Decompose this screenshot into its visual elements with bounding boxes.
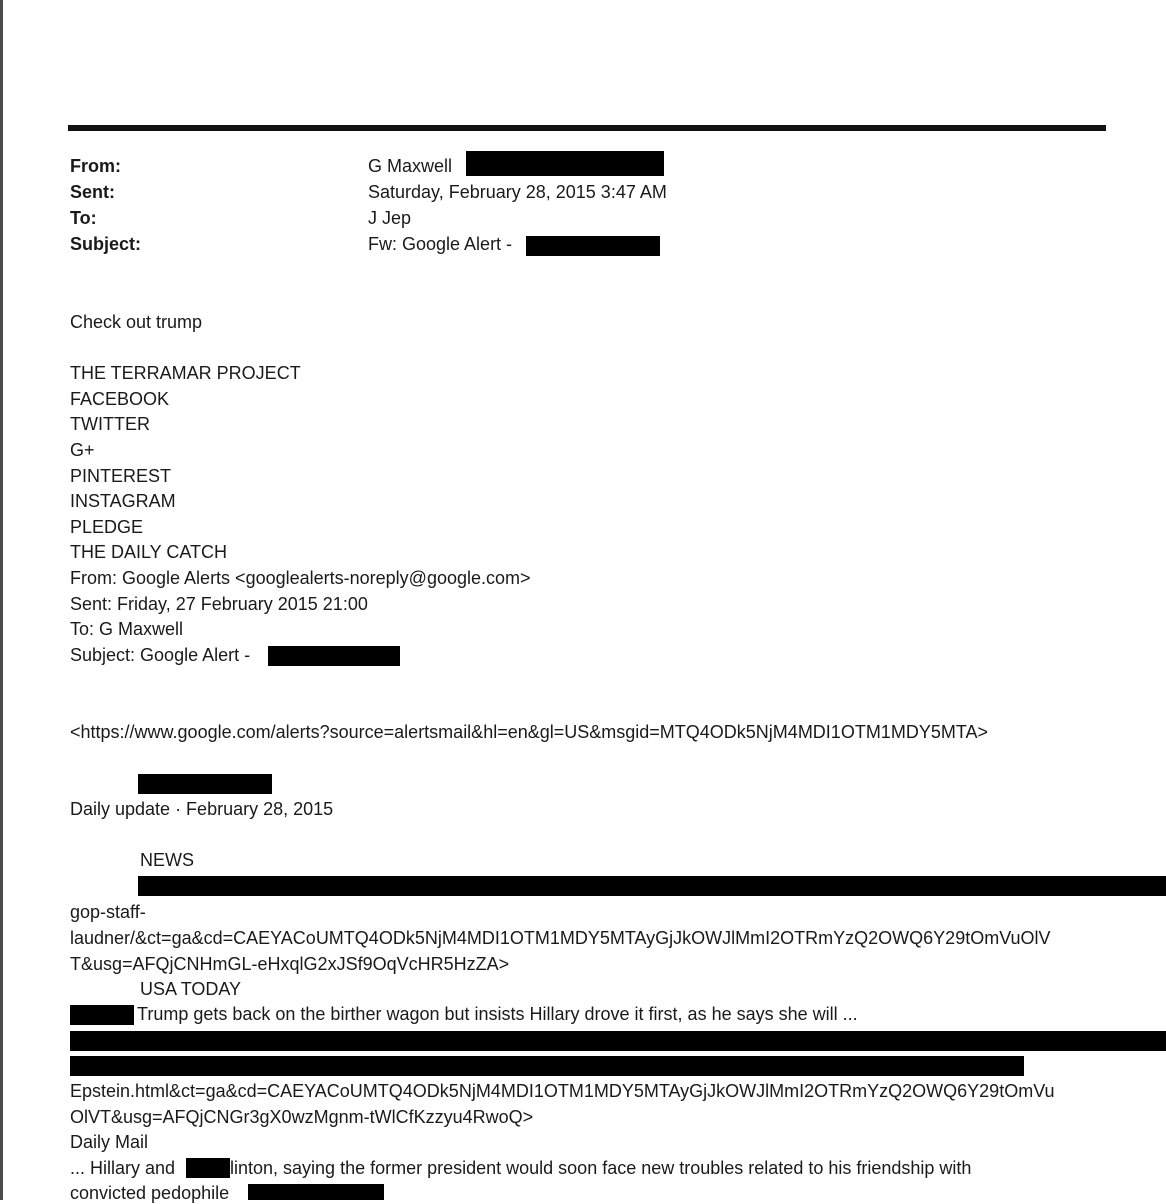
footer-link-gplus: G+ (70, 440, 95, 460)
redaction-box (248, 1184, 384, 1200)
link-url-line: Epstein.html&ct=ga&cd=CAEYACoUMTQ4ODk5NjM4MDI1OTM1MDY5MTAyGjJkOWJlMmI2OTRmYzQ2OWQ6Y29tOmVu (70, 1081, 1055, 1101)
redaction-box (526, 236, 660, 256)
daily-update: Daily update · February 28, 2015 (70, 799, 334, 819)
forwarded-subject: Subject: Google Alert - (70, 645, 251, 665)
footer-link-pledge: PLEDGE (70, 517, 144, 537)
forwarded-to: To: G Maxwell (70, 619, 184, 639)
news-heading: NEWS (140, 850, 194, 870)
footer-link-twitter: TWITTER (70, 414, 150, 434)
to-value: J Jep (368, 208, 412, 228)
redaction-box (138, 876, 1166, 896)
redaction-box (138, 774, 272, 794)
link-url-line: OlVT&usg=AFQjCNGr3gX0wzMgnm-tWlCfKzzyu4RwoQ> (70, 1107, 534, 1127)
from-label: From: (70, 156, 121, 176)
news-snippet: linton, saying the former president would soon face new troubles related to his friendship with (230, 1158, 972, 1178)
alert-url: <https://www.google.com/alerts?source=alertsmail&hl=en&gl=US&msgid=MTQ4ODk5NjM4MDI1OTM1MDY5MTA> (70, 722, 988, 742)
link-url-line: laudner/&ct=ga&cd=CAEYACoUMTQ4ODk5NjM4MDI1OTM1MDY5MTAyGjJkOWJlMmI2OTRmYzQ2OWQ6Y29tOmVuOlV (70, 928, 1051, 948)
footer-link-pinterest: PINTEREST (70, 466, 172, 486)
news-snippet: ... Hillary and (70, 1158, 176, 1178)
page-left-edge (0, 0, 3, 1200)
forwarded-from: From: Google Alerts <googlealerts-noreply@google.com> (70, 568, 531, 588)
link-url-line: T&usg=AFQjCNHmGL-eHxqlG2xJSf9OqVcHR5HzZA> (70, 954, 510, 974)
sent-value: Saturday, February 28, 2015 3:47 AM (368, 182, 667, 202)
to-label: To: (70, 208, 97, 228)
redaction-box (186, 1158, 230, 1178)
news-source: Daily Mail (70, 1132, 149, 1152)
redaction-box (268, 646, 400, 666)
redaction-box (70, 1031, 1166, 1051)
footer-link-instagram: INSTAGRAM (70, 491, 176, 511)
sent-label: Sent: (70, 182, 115, 202)
footer-link-daily-catch: THE DAILY CATCH (70, 542, 228, 562)
news-source: USA TODAY (140, 979, 242, 999)
news-snippet: Trump gets back on the birther wagon but insists Hillary drove it first, as he says she will ... (137, 1004, 858, 1024)
from-value: G Maxwell (368, 156, 453, 176)
footer-link-terramar: THE TERRAMAR PROJECT (70, 363, 301, 383)
forwarded-sent: Sent: Friday, 27 February 2015 21:00 (70, 594, 368, 614)
redaction-box (466, 151, 664, 176)
subject-value: Fw: Google Alert - (368, 234, 513, 254)
redaction-box (70, 1056, 1024, 1076)
footer-link-facebook: FACEBOOK (70, 389, 170, 409)
redaction-box (70, 1005, 134, 1025)
link-url-line: gop-staff- (70, 902, 146, 922)
intro-text: Check out trump (70, 312, 203, 332)
subject-label: Subject: (70, 234, 142, 254)
header-rule (68, 125, 1106, 131)
news-snippet: convicted pedophile (70, 1183, 230, 1203)
